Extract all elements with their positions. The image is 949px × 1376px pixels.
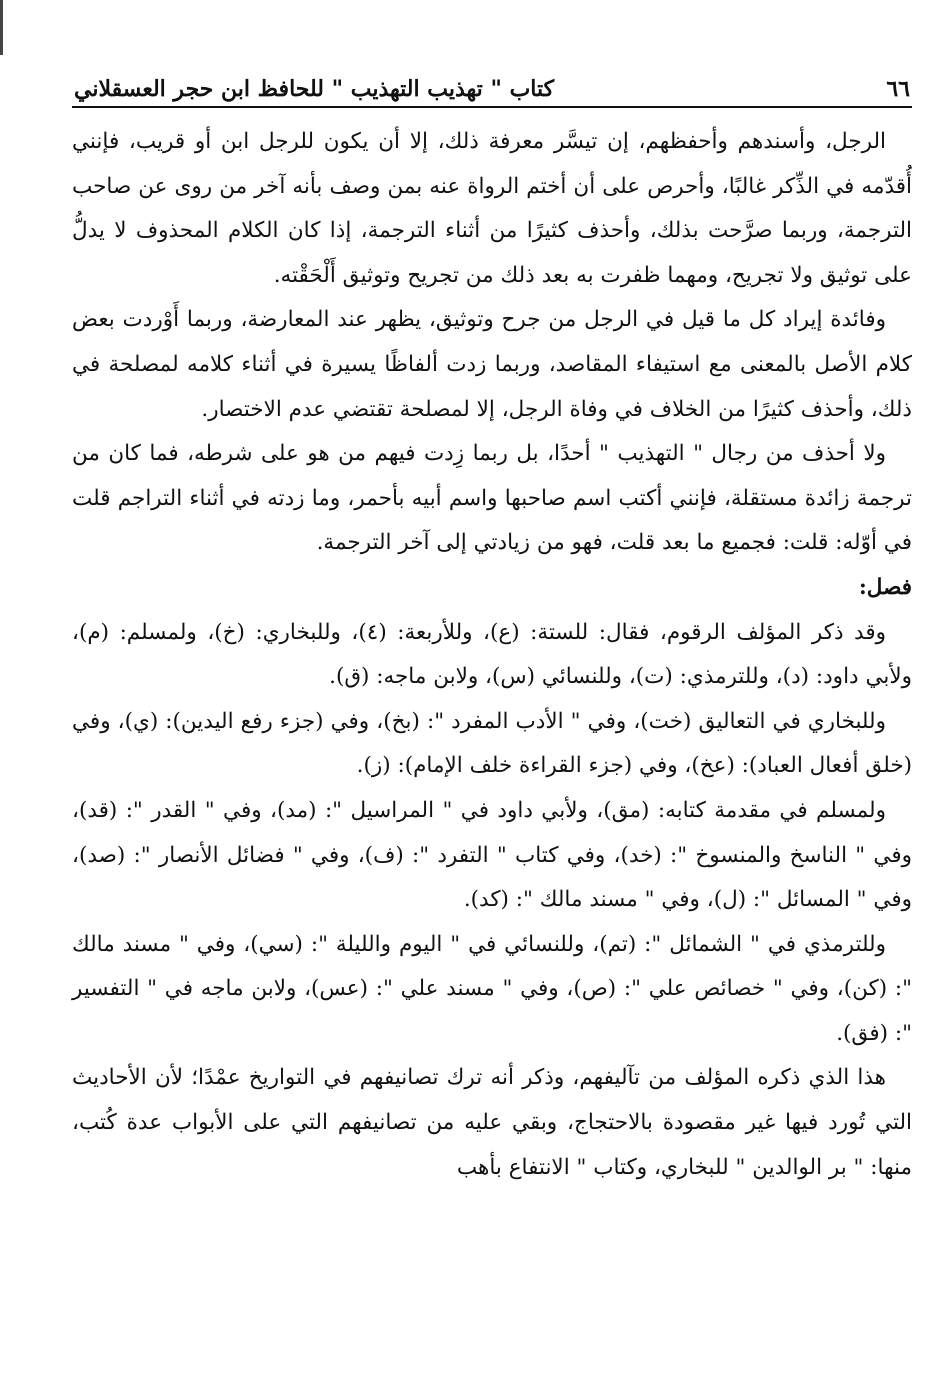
running-header-title: كتاب " تهذيب التهذيب " للحافظ ابن حجر العسقلاني	[74, 76, 555, 102]
paragraph: وللترمذي في " الشمائل ": (تم)، وللنسائي في " اليوم والليلة ": (سي)، وفي " مسند مالك ": (كن)، وفي " خصائص علي ": (ص)، وفي " مسند علي ": (عس)، ولابن ماجه في " التفسير ": (فق).	[72, 931, 912, 1046]
paragraph: وللبخاري في التعاليق (خت)، وفي " الأدب المفرد ": (بخ)، وفي (جزء رفع اليدين): (ي)، وفي (خلق أفعال العباد): (عخ)، وفي (جزء القراءة خلف الإمام): (ز).	[72, 708, 912, 779]
paragraph: الرجل، وأسندهم وأحفظهم، إن تيسَّر معرفة ذلك، إلا أن يكون للرجل ابن أو قريب، فإنني أُقدّمه في الذِّكر غالبًا، وأحرص على أن أختم الرواة عنه بمن وصف بأنه آخر من روى عن صاحب الترجمة، وربما صرَّحت بذلك، وأحذف كثيرًا من أثناء الترجمة، إذا كان الكلام المحذوف لا يدلُّ على توثيق ولا تجريح، ومهما ظفرت به بعد ذلك من تجريح وتوثيق أَلْحَقْته.	[72, 129, 912, 288]
paragraph: وفائدة إيراد كل ما قيل في الرجل من جرح وتوثيق، يظهر عند المعارضة، وربما أَوْردت بعض كلام الأصل بالمعنى مع استيفاء المقاصد، وربما زدت ألفاظًا يسيرة في أثناء كلامه لمصلحة في ذلك، وأحذف كثيرًا من الخلاف في وفاة الرجل، إلا لمصلحة تقتضي عدم الاختصار.	[72, 307, 912, 422]
paragraph: هذا الذي ذكره المؤلف من تآليفهم، وذكر أنه ترك تصانيفهم في التواريخ عمْدًا؛ لأن الأحاديث التي تُورد فيها غير مقصودة بالاحتجاج، وبقي عليه من تصانيفهم التي على الأبواب عدة كُتب، منها: " بر الوالدين " للبخاري، وكتاب " الانتفاع بأهب	[72, 1065, 912, 1180]
paragraph: ولمسلم في مقدمة كتابه: (مق)، ولأبي داود في " المراسيل ": (مد)، وفي " القدر ": (قد)، وفي " الناسخ والمنسوخ ": (خد)، وفي كتاب " التفرد ": (ف)، وفي " فضائل الأنصار ": (صد)، وفي " المسائل ": (ل)، وفي " مسند مالك ": (كد).	[72, 797, 912, 913]
paragraph: ولا أحذف من رجال " التهذيب " أحدًا، بل ربما زِدت فيهم من هو على شرطه، فما كان من ترجمة زائدة مستقلة، فإنني أكتب اسم صاحبها واسم أبيه بأحمر، وما زدته في أثناء التراجم قلت في أوّله: قلت: فجميع ما بعد قلت، فهو من زيادتي إلى آخر الترجمة.	[72, 441, 912, 556]
section-heading: فصل:	[858, 574, 912, 600]
page-number: ٦٦	[886, 76, 910, 102]
scan-edge-mark	[0, 0, 3, 55]
page-body	[72, 120, 912, 1190]
book-page	[72, 62, 912, 1362]
running-header	[72, 62, 912, 108]
paragraph: وقد ذكر المؤلف الرقوم، فقال: للستة: (ع)، وللأربعة: (٤)، وللبخاري: (خ)، ولمسلم: (م)، ولأبي داود: (د)، وللترمذي: (ت)، وللنسائي (س)، ولابن ماجه: (ق).	[72, 619, 912, 690]
